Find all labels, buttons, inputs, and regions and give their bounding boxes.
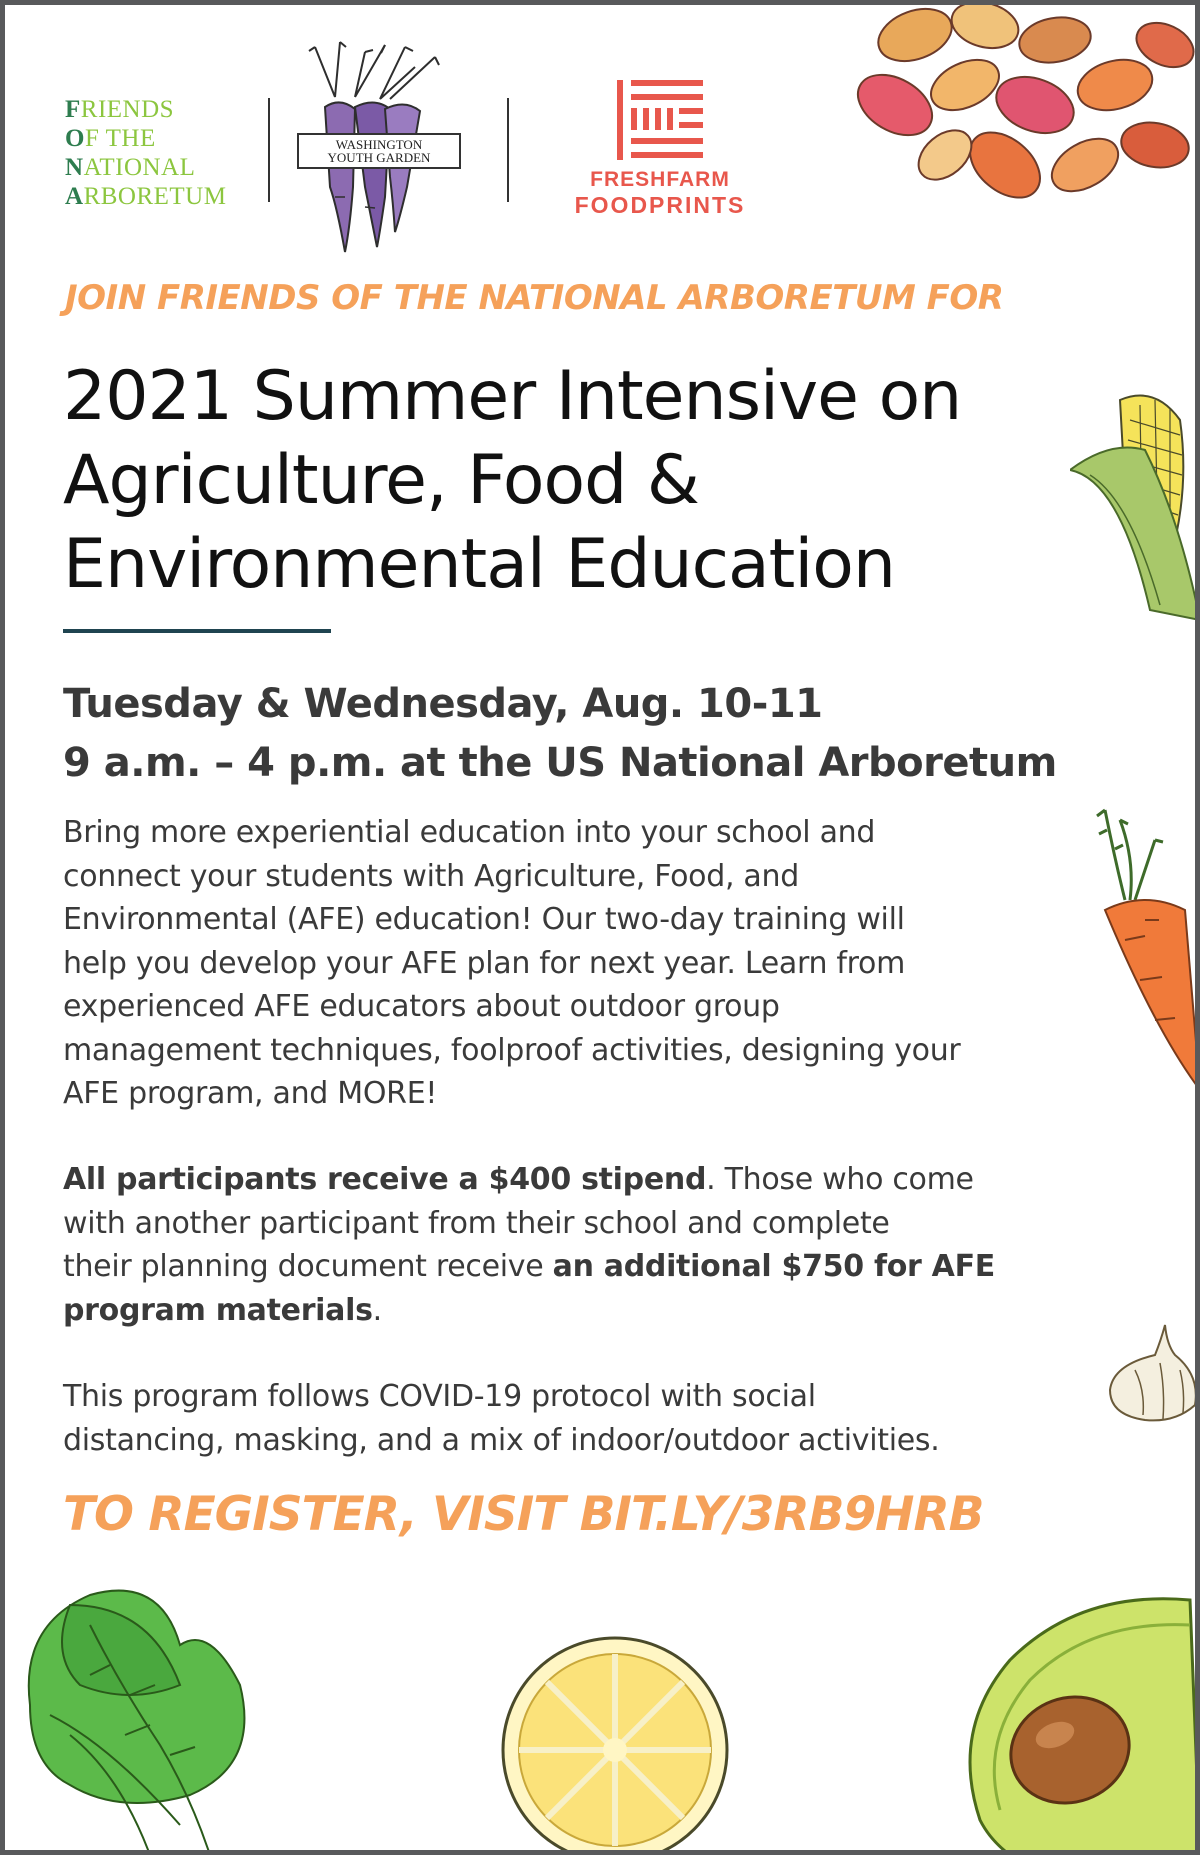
event-time-place: 9 a.m. – 4 p.m. at the US National Arboretum bbox=[63, 740, 1057, 786]
fona-logo-line: ARBORETUM bbox=[65, 183, 227, 210]
title-divider bbox=[63, 629, 331, 633]
title-line: Agriculture, Food & bbox=[63, 441, 699, 520]
foodprints-name: FOODPRINTS bbox=[574, 192, 746, 218]
logo-divider bbox=[507, 98, 509, 202]
beans-icon bbox=[855, 5, 1200, 245]
avocado-icon bbox=[950, 1580, 1200, 1855]
title-line: Environmental Education bbox=[63, 525, 895, 604]
register-link[interactable]: TO REGISTER, VISIT BIT.LY/3RB9HRB bbox=[63, 1487, 984, 1542]
event-dates: Tuesday & Wednesday, Aug. 10-11 bbox=[63, 681, 823, 727]
logo-divider bbox=[268, 98, 270, 202]
fona-logo-line: OF THE bbox=[65, 125, 156, 152]
corn-icon bbox=[1070, 380, 1200, 620]
event-title bbox=[63, 355, 1063, 607]
washington-youth-garden-logo bbox=[295, 37, 475, 262]
join-heading: JOIN FRIENDS OF THE NATIONAL ARBORETUM FOR bbox=[65, 278, 1004, 318]
title-line: 2021 Summer Intensive on bbox=[63, 357, 962, 436]
fona-logo-line: FRIENDS bbox=[65, 96, 175, 123]
freshfarm-mark-icon bbox=[617, 80, 703, 160]
stipend-paragraph: All participants receive a $400 stipend. Those who come with another participant from their school and complete their planning document receive an additional $750 for AFE program materials. bbox=[63, 1162, 995, 1328]
fona-logo bbox=[65, 95, 265, 211]
fona-logo-line: NATIONAL bbox=[65, 154, 196, 181]
covid-paragraph: This program follows COVID-19 protocol with social distancing, masking, and a mix of indoor/outdoor activities. bbox=[63, 1379, 940, 1458]
event-details bbox=[63, 675, 1057, 793]
wyg-label: WASHINGTON YOUTH GARDEN bbox=[297, 133, 461, 169]
description-paragraph: Bring more experiential education into your school and connect your students with Agriculture, Food, and Environmental (AFE) education! Our two-day training will help you develop your AFE plan for next year. Learn from experienced AFE educators about outdoor group management techniques, foolproof activities, designing your AFE program, and MORE! bbox=[63, 815, 961, 1111]
freshfarm-foodprints-logo bbox=[545, 80, 775, 219]
freshfarm-name: FRESHFARM bbox=[590, 168, 730, 191]
lemon-icon bbox=[495, 1630, 735, 1855]
spinach-icon bbox=[10, 1565, 270, 1855]
